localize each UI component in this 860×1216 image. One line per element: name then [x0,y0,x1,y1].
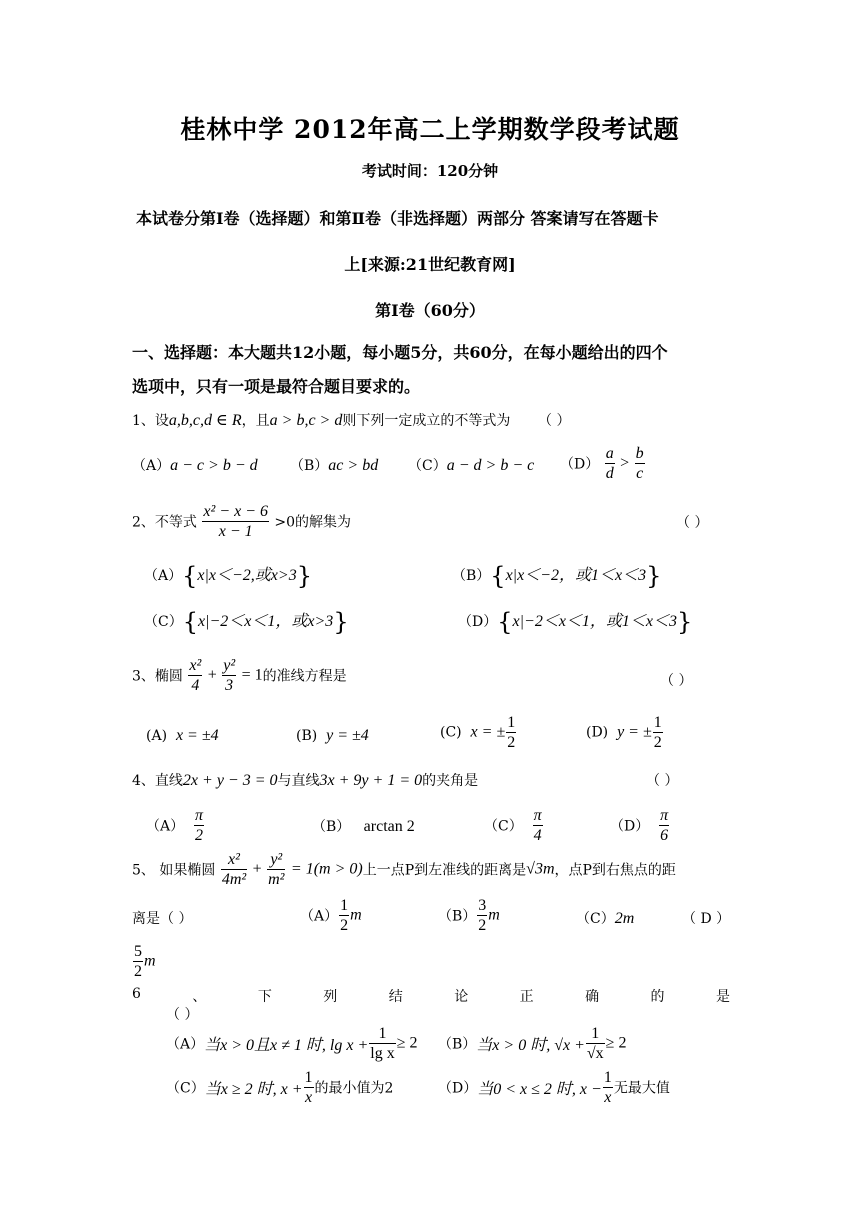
numerator: 1 [369,1024,395,1044]
option-label: （C） [166,1080,205,1097]
option-label: （D） [560,456,600,473]
question-4-stem [132,770,478,790]
q4-line-1: 2x + y − 3 = 0 [182,772,278,789]
question-1-stem [132,410,510,430]
q3-option-a [146,727,219,745]
numerator: 1 [603,1069,612,1086]
q3-text-b: 的准线方程是 [262,668,347,685]
intro-line-2: 上[来源:21世纪教育网] [344,255,516,274]
option-label: （A） [132,458,171,474]
q6-word: 下 [257,989,272,1005]
variable: m [488,906,500,924]
q1-text-a: 1、设 [132,413,169,429]
q2-option-a-expr: x|x＜−2,或x>3 [197,567,297,584]
q6-c-expr: 当x ≥ 2 时, x + [204,1081,303,1098]
q6-word: 正 [519,989,534,1005]
equals-one: = 1 [241,666,263,684]
q4-option-c [484,806,544,845]
q1-vars: a,b,c,d ∈ R [168,412,242,429]
q3-option-d [586,713,664,752]
option-label: （B） [438,908,477,925]
q6-word: 、 [192,989,207,1005]
q6-d-frac [603,1068,613,1107]
q6-word: 论 [454,989,469,1005]
q3-c-prefix: x = ± [470,723,506,741]
q1-option-a-expr: a − c > b − d [170,457,258,474]
q5-option-d-label: （ D ） [682,911,731,927]
denominator: d [605,465,614,482]
q1-option-b-expr: ac > bd [328,457,379,474]
numerator: 3 [478,897,487,914]
denominator: 2 [340,917,349,934]
brace-close: } [646,562,662,590]
q5-text-b: 上一点P到左准线的距离是 [362,862,527,879]
q6-option-d [438,1068,670,1107]
question-2-stem [132,502,351,541]
q5-equation-rhs: = 1(m > 0) [290,860,363,878]
relation: > [620,454,630,472]
brace-close: } [296,562,312,590]
numerator: π [660,807,669,824]
numerator: π [195,807,204,824]
q5-option-d [132,942,156,981]
q6-word: 结 [388,989,403,1005]
denominator: 4 [533,827,542,844]
q2-option-c [144,608,349,636]
denominator: x [604,1089,612,1106]
q6-a-frac [369,1024,395,1063]
numerator: y² [223,657,236,674]
brace-open: { [182,562,198,590]
q6-a-rhs: ≥ 2 [396,1034,418,1052]
option-label: （B） [312,819,351,835]
question-1-answer-paren: （ ） [538,413,571,429]
q1-option-d [560,444,646,483]
q6-b-rhs: ≥ 2 [605,1034,627,1052]
q1-option-c [408,455,534,475]
numerator: π [533,807,542,824]
numerator: 1 [586,1024,605,1044]
q5-d-frac [133,942,143,981]
q6-word: 6 [132,986,141,1002]
q5-text-a: 5、 如果椭圆 [132,862,216,879]
q3-c-frac [506,713,516,752]
denominator: 2 [134,963,142,980]
q1-d-frac-right [635,444,645,483]
numerator: 1 [304,1069,313,1086]
question-6-answer-paren: （ ） [166,1007,199,1023]
option-label: （C） [144,614,183,630]
option-label: (C) [440,724,462,741]
q4-option-d [610,806,670,845]
q4-text-c: 的夹角是 [422,773,479,789]
page-title: 桂林中学 2012年高二上学期数学段考试题 [180,115,680,144]
q6-d-expr: 当0 < x ≤ 2 时, x − [477,1081,602,1098]
numerator: x² [221,850,247,870]
q6-b-expr: 当x > 0 时, √x + [476,1037,585,1054]
q6-option-b [438,1024,626,1063]
brace-open: { [182,608,198,636]
question-5-stem [132,850,676,889]
q6-option-a [166,1024,418,1063]
q6-word: 确 [585,989,600,1005]
q4-option-b-expr: arctan 2 [363,818,415,835]
option-label: (D) [586,724,609,741]
option-label: （B） [452,568,491,584]
option-label: （A） [144,568,183,584]
q5-b-frac [477,896,487,935]
q2-option-d [458,608,692,636]
intro-line-1: 本试卷分第Ⅰ卷（选择题）和第Ⅱ卷（非选择题）两部分 答案请写在答题卡 [136,209,659,228]
question-2-answer-paren: （ ） [676,515,709,531]
numerator: a [605,445,614,462]
numerator: 5 [134,943,142,960]
numerator: x² − x − 6 [203,503,268,520]
q4-d-frac [659,806,669,845]
q6-b-frac [586,1024,605,1063]
q5-option-b [438,896,500,935]
q4-text-a: 4、直线 [132,773,183,789]
q4-option-a [146,806,205,845]
q6-d-rhs: 无最大值 [613,1080,670,1097]
option-label: （A） [300,908,339,925]
q5-frac-x [221,850,247,889]
question-3-answer-paren: （ ） [660,673,693,689]
numerator: x² [189,657,202,674]
q2-option-d-expr: x|−2＜x＜1，或1＜x＜3 [512,613,678,630]
option-label: （C） [576,911,615,927]
q6-c-rhs: 的最小值为2 [314,1080,394,1097]
denominator: 6 [660,827,669,844]
q6-word: 列 [323,989,338,1005]
denominator: 2 [653,734,662,751]
brace-open: { [497,608,513,636]
q3-option-b-expr: y = ±4 [326,727,369,744]
option-label: （B） [438,1036,477,1053]
variable: m [350,906,362,924]
q2-option-b-expr: x|x＜−2，或1＜x＜3 [505,567,647,584]
option-label: （A） [166,1036,205,1053]
q5-a-frac [339,896,349,935]
q5-option-c [576,908,634,928]
q2-option-c-expr: x|−2＜x＜1，或x>3 [198,613,334,630]
denominator: 2 [478,917,487,934]
q6-option-c [166,1068,393,1107]
q3-option-c [440,713,517,752]
option-label: （C） [408,458,447,474]
q4-text-b: 与直线 [277,773,320,789]
denominator: √x [586,1045,604,1062]
denominator: 2 [507,734,516,751]
q3-d-frac [653,713,663,752]
q4-c-frac [533,806,543,845]
numerator: 1 [340,897,349,914]
q4-option-b [312,816,415,836]
question-4-answer-paren: （ ） [646,773,679,789]
q5-distance: √3m [526,860,555,878]
denominator: 2 [195,827,204,844]
option-label: （D） [438,1080,478,1097]
option-label: （D） [610,818,650,835]
exam-time: 考试时间：120分钟 [361,162,499,180]
plus-sign: + [207,666,217,684]
q2-option-b [452,562,661,590]
q1-d-frac-left [605,444,615,483]
section-heading-line-1: 一、选择题：本大题共12小题，每小题5分，共60分，在每小题给出的四个 [132,343,668,362]
brace-open: { [490,562,506,590]
denominator: 4m² [221,871,247,888]
section-heading-line-2: 选项中，只有一项是最符合题目要求的。 [132,377,421,396]
q6-word: 的 [650,989,665,1005]
option-label: （B） [290,458,329,474]
q3-d-prefix: y = ± [617,723,652,741]
option-label: （D） [458,614,498,630]
q6-word: 是 [716,989,730,1005]
denominator: 3 [225,677,234,694]
q2-fraction [202,502,269,541]
volume-heading: 第Ⅰ卷（60分） [375,301,485,320]
brace-close: } [333,608,349,636]
q1-text-c: 则下列一定成立的不等式为 [342,413,511,429]
option-label: (B) [296,728,318,744]
numerator: b [635,445,644,462]
q5-option-c-expr: 2m [614,910,635,927]
q3-text-a: 3、椭圆 [132,668,183,685]
q1-text-b: ，且 [241,413,270,429]
denominator: x [304,1089,313,1106]
q5-stem-continued: 离是（ ） [132,911,193,927]
denominator: m² [268,871,285,888]
q2-option-a [144,562,312,590]
numerator: 1 [507,714,516,731]
denominator: lg x [370,1045,395,1062]
plus-sign: + [252,860,262,878]
numerator: y² [267,850,285,870]
q6-a-expr: 当x > 0且x ≠ 1 时, lg x + [204,1037,369,1054]
question-6-stem [132,986,730,1006]
denominator: 4 [191,677,200,694]
q3-frac-y [222,656,236,695]
q1-option-c-expr: a − d > b − c [446,457,535,474]
q3-option-b [296,727,369,745]
q5-frac-y [267,850,285,889]
option-label: （A） [146,818,185,835]
q3-frac-x [188,656,202,695]
q5-text-c: ，点P到右焦点的距 [554,862,676,879]
q1-cond: a > b,c > d [269,412,343,429]
q4-line-2: 3x + 9y + 1 = 0 [319,772,423,789]
q3-option-a-expr: x = ±4 [175,727,219,744]
brace-close: } [677,608,693,636]
q4-a-frac [194,806,204,845]
q2-text-b: >0的解集为 [274,514,352,531]
denominator: c [636,465,644,482]
variable: m [144,952,156,970]
question-3-stem [132,656,347,695]
numerator: 1 [653,714,662,731]
denominator: x − 1 [218,523,253,540]
option-label: (A) [146,728,168,744]
q6-c-frac [304,1068,314,1107]
q5-option-a [300,896,362,935]
option-label: （C） [484,818,523,835]
q1-option-b [290,455,378,475]
q1-option-a [132,455,258,475]
q2-text-a: 2、不等式 [132,514,197,531]
